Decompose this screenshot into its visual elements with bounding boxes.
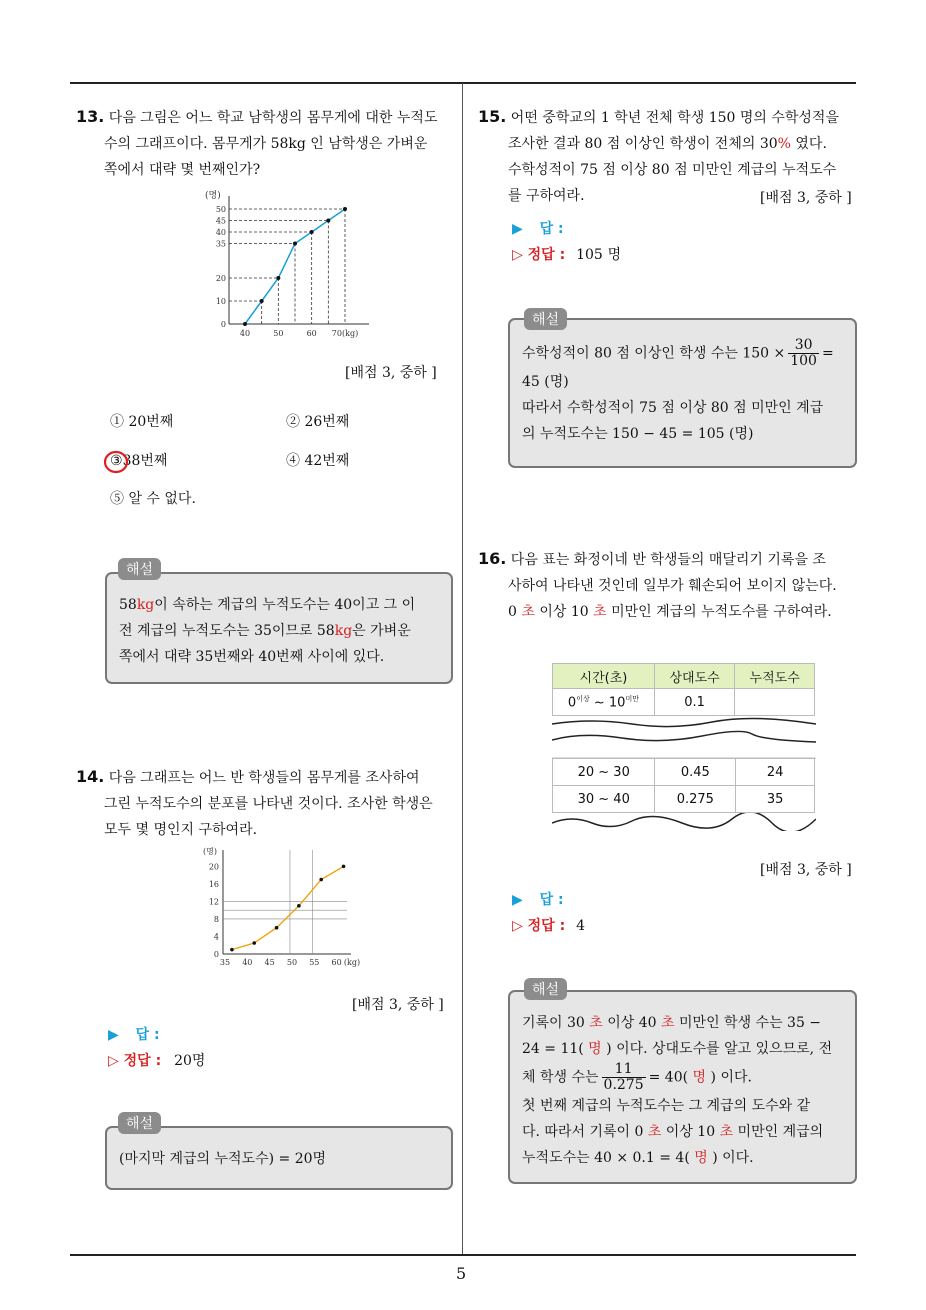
q16-table: [552, 663, 816, 831]
correct-arrow-icon: ▷: [512, 918, 523, 934]
q13-text-line2: 수의 그래프이다. 몸무게가 58kg 인 남학생은 가벼운: [104, 136, 428, 152]
column-divider: [462, 83, 463, 1255]
data-point: [293, 242, 297, 246]
data-point: [342, 865, 346, 869]
q16-cell-r3-rel: 0.275: [655, 786, 736, 813]
x-tick-label: 55: [309, 958, 320, 967]
x-tick-label: 40: [242, 958, 253, 967]
y-tick-label: 0: [213, 950, 219, 959]
y-tick-label: 0: [220, 320, 226, 329]
y-tick-label: 20: [208, 862, 219, 872]
q16-cell-r1-rel: 0.1: [654, 689, 734, 716]
q15-solution-tag: 해설: [524, 308, 567, 330]
q13-choice-3-text: 38번째: [122, 453, 168, 469]
series-line: [232, 866, 344, 949]
q15-question: 15. 어떤 중학교의 1 학년 전체 학생 150 명의 수학성적을 조사한 결과 80 점 이상인 학생이 전체의 30% 였다. 수학성적이 75 점 이상 80 점 미만인 계급의 누적도수 를 구하여라.: [478, 107, 839, 204]
top-rule: [70, 82, 856, 84]
q15-number: 15.: [478, 107, 507, 126]
x-tick-label: 50: [286, 958, 298, 967]
q16-cell-r2-time: 20 ~ 30: [553, 759, 655, 786]
q16-solution-box: 기록이 30 초 이상 40 초 미만인 학생 수는 35 − 24 = 11( 명 ) 이다. 상대도수를 알고 있으므로, 전 체 학생 수는 $\frac{11}{0.275}$ = 40( 명 ) 이다. 첫 번째 계급의 누적도수는 그 계급의 도수와 같 다. 따라서 기록이 0 초 이상 10 초 미만인 계급의 누적도수는 40 × 0.1 = 4( 명 ) 이다.: [508, 990, 857, 1184]
data-point: [310, 230, 314, 234]
q13-chart: [195, 186, 375, 338]
q14-number: 14.: [76, 767, 105, 786]
q16-cell-r2-cum: 24: [736, 759, 815, 786]
q16-number: 16.: [478, 549, 507, 568]
q13-choice-5[interactable]: ⑤ 알 수 없다.: [110, 491, 196, 507]
y-tick-label: 10: [215, 297, 226, 306]
y-tick-label: 45: [215, 216, 226, 226]
q16-answer-row: ▶ 답 :: [512, 892, 564, 908]
torn-edge-bottom: [552, 813, 816, 831]
q13-choice-2[interactable]: ② 26번째: [286, 414, 350, 430]
x-axis-unit: (kg): [343, 958, 361, 967]
data-point: [343, 207, 347, 211]
answer-arrow-icon: ▶: [512, 221, 523, 237]
q13-question: [76, 104, 460, 183]
correct-arrow-icon: ▷: [512, 247, 523, 263]
q13-choice-3-mark: ③: [110, 453, 123, 469]
q13-solution-box: 58kg이 속하는 계급의 누적도수는 40이고 그 이 전 계급의 누적도수는 35이므로 58kg은 가벼운 쪽에서 대략 35번째와 40번째 사이에 있다.: [105, 572, 453, 684]
x-tick-label: 70(kg): [331, 329, 359, 338]
q16-correct-row: ▷ 정답 : 4: [512, 918, 585, 934]
data-point: [319, 878, 323, 882]
q14-correct-row: ▷ 정답 : 20명: [108, 1053, 206, 1069]
q13-points: [배점 3, 중하 ]: [345, 365, 437, 381]
q15-correct-row: ▷ 정답 : 105 명: [512, 247, 622, 263]
answer-circle-icon: [102, 448, 132, 476]
x-tick-label: 35: [219, 958, 231, 967]
data-point: [230, 948, 234, 952]
q14-answer-row: ▶ 답 :: [108, 1027, 160, 1043]
q14-solution-box: (마지막 계급의 누적도수) = 20명: [105, 1126, 453, 1190]
q14-text-line3: 모두 몇 명인지 구하여라.: [104, 822, 258, 838]
bottom-rule: [70, 1254, 856, 1256]
q13-choice-3[interactable]: [110, 450, 167, 470]
q14-chart: [195, 846, 370, 972]
q16-header-time: 시간(초): [553, 664, 655, 689]
x-tick-label: 40: [239, 329, 251, 338]
data-point: [252, 941, 256, 945]
data-point: [326, 219, 330, 223]
answer-arrow-icon: ▶: [512, 892, 523, 908]
torn-edge-top: [552, 716, 816, 760]
y-tick-label: 16: [208, 879, 219, 889]
q13-solution-tag: 해설: [118, 558, 161, 580]
y-tick-label: 12: [208, 897, 219, 907]
q13-text-line1: 다음 그림은 어느 학교 남학생의 몸무게에 대한 누적도: [108, 110, 438, 126]
y-tick-label: 40: [215, 228, 226, 237]
x-tick-label: 45: [264, 958, 275, 967]
y-tick-label: 50: [215, 205, 226, 214]
q15-solution-box: 수학성적이 80 점 이상인 학생 수는 150 × $\frac{30}{100}$ = 45 (명) 따라서 수학성적이 75 점 이상 80 점 미만인 계급 의 누적도수는 150 − 45 = 105 (명): [508, 318, 857, 468]
answer-arrow-icon: ▶: [108, 1027, 119, 1043]
y-tick-label: 4: [213, 932, 219, 942]
q16-header-relative: 상대도수: [654, 664, 734, 689]
data-point: [297, 904, 301, 908]
q16-cell-r3-cum: 35: [736, 786, 815, 813]
q13-choice-1[interactable]: ① 20번째: [110, 414, 174, 430]
y-tick-label: 35: [215, 239, 226, 249]
x-tick-label: 60: [306, 329, 317, 338]
data-point: [243, 322, 247, 326]
y-axis-label: (명): [203, 847, 217, 856]
x-tick-label: 60: [331, 958, 342, 967]
q16-cell-r2-rel: 0.45: [655, 759, 736, 786]
data-point: [260, 299, 264, 303]
q13-choice-4[interactable]: ④ 42번째: [286, 453, 350, 469]
x-tick-label: 50: [273, 329, 284, 338]
q14-text-line2: 그린 누적도수의 분포를 나타낸 것이다. 조사한 학생은: [104, 796, 433, 812]
q14-text-line1: 다음 그래프는 어느 반 학생들의 몸무게를 조사하여: [108, 770, 420, 786]
q16-points: [배점 3, 중하 ]: [760, 862, 852, 878]
q16-question: 16. 다음 표는 화정이네 반 학생들의 매달리기 기록을 조 사하여 나타낸 것인데 일부가 훼손되어 보이지 않는다. 0 초 이상 10 초 미만인 계급의 누적도수를 구하여라.: [478, 549, 837, 620]
page-number: 5: [456, 1264, 467, 1283]
q16-cell-r1-cum: [735, 689, 815, 716]
data-point: [276, 276, 280, 280]
y-tick-label: 20: [215, 274, 226, 283]
q16-cell-r3-time: 30 ~ 40: [553, 786, 655, 813]
data-point: [275, 926, 279, 930]
q16-solution-tag: 해설: [524, 978, 567, 1000]
correct-arrow-icon: ▷: [108, 1053, 119, 1069]
q14-question: [76, 764, 460, 843]
q15-answer-row: ▶ 답 :: [512, 221, 564, 237]
q14-points: [배점 3, 중하 ]: [352, 997, 444, 1013]
q14-solution-tag: 해설: [118, 1112, 161, 1134]
q16-cell-r1-time: $0^{이상}$ ~ $10^{미만}$: [553, 689, 655, 716]
q13-text-line3: 쪽에서 대략 몇 번째인가?: [104, 162, 261, 178]
y-tick-label: 8: [213, 914, 219, 924]
q15-points: [배점 3, 중하 ]: [760, 190, 852, 206]
q16-header-cumulative: 누적도수: [735, 664, 815, 689]
y-axis-label: (명): [205, 191, 221, 201]
q13-number: 13.: [76, 107, 105, 126]
